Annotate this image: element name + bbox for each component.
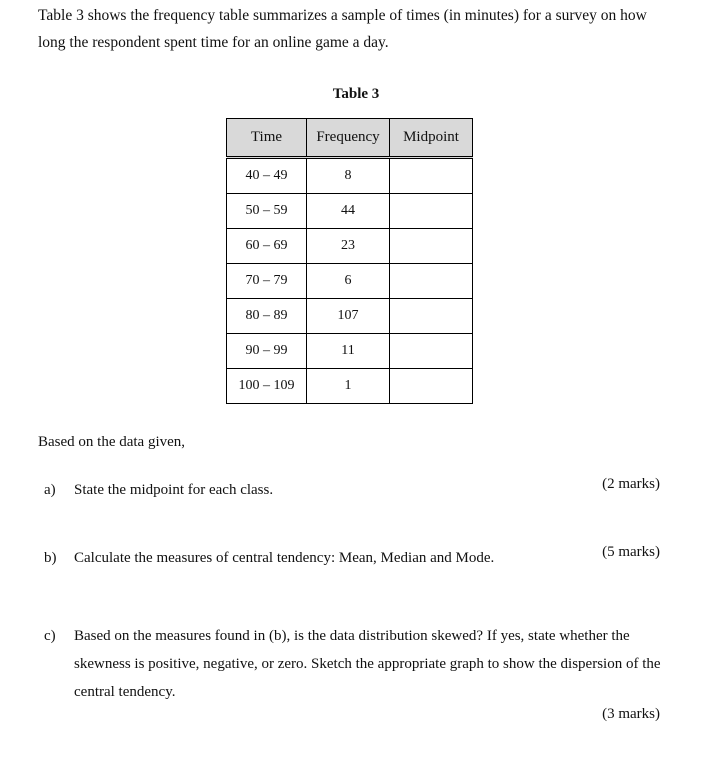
table-row	[227, 194, 473, 229]
table-row	[227, 229, 473, 264]
table-row	[227, 369, 473, 404]
cell-frequency: 44	[307, 194, 390, 229]
cell-time: 70 – 79	[227, 264, 307, 299]
cell-time: 90 – 99	[227, 334, 307, 369]
question-a-label: a)	[44, 482, 56, 498]
cell-frequency: 107	[307, 299, 390, 334]
cell-frequency: 23	[307, 229, 390, 264]
cell-frequency: 8	[307, 158, 390, 194]
cell-midpoint	[390, 158, 473, 194]
table-header-row	[227, 119, 473, 158]
question-b-label: b)	[44, 550, 57, 566]
cell-time: 50 – 59	[227, 194, 307, 229]
frequency-table	[226, 118, 473, 404]
table-row	[227, 334, 473, 369]
question-b-marks: (5 marks)	[602, 544, 660, 560]
question-a	[44, 476, 664, 504]
cell-time: 60 – 69	[227, 229, 307, 264]
question-a-text: State the midpoint for each class.	[74, 482, 274, 498]
question-c-marks: (3 marks)	[602, 706, 660, 722]
header-midpoint: Midpoint	[390, 119, 473, 158]
table-row	[227, 264, 473, 299]
question-b	[44, 544, 664, 572]
header-frequency: Frequency	[307, 119, 390, 158]
table-row	[227, 299, 473, 334]
question-a-marks: (2 marks)	[602, 476, 660, 492]
cell-time: 100 – 109	[227, 369, 307, 404]
cell-midpoint	[390, 264, 473, 299]
cell-frequency: 1	[307, 369, 390, 404]
cell-frequency: 11	[307, 334, 390, 369]
question-c-text: Based on the measures found in (b), is the data distribution skewed? If yes, state whether the skewness is positive, negative, or zero. Sketch the appropriate graph to show the dispersion of the central tendency.	[74, 628, 661, 700]
based-on-text: Based on the data given,	[38, 434, 186, 450]
intro-paragraph: Table 3 shows the frequency table summarizes a sample of times (in minutes) for a survey on how long the respondent spent time for an online game a day.	[38, 7, 647, 51]
cell-midpoint	[390, 229, 473, 264]
cell-midpoint	[390, 334, 473, 369]
table-row	[227, 158, 473, 194]
question-c-label: c)	[44, 628, 56, 644]
cell-midpoint	[390, 369, 473, 404]
cell-midpoint	[390, 299, 473, 334]
question-c	[44, 622, 664, 706]
table-title: Table 3	[332, 86, 380, 102]
cell-time: 80 – 89	[227, 299, 307, 334]
question-b-text: Calculate the measures of central tendency: Mean, Median and Mode.	[74, 550, 495, 566]
cell-midpoint	[390, 194, 473, 229]
cell-frequency: 6	[307, 264, 390, 299]
header-time: Time	[227, 119, 307, 158]
cell-time: 40 – 49	[227, 158, 307, 194]
